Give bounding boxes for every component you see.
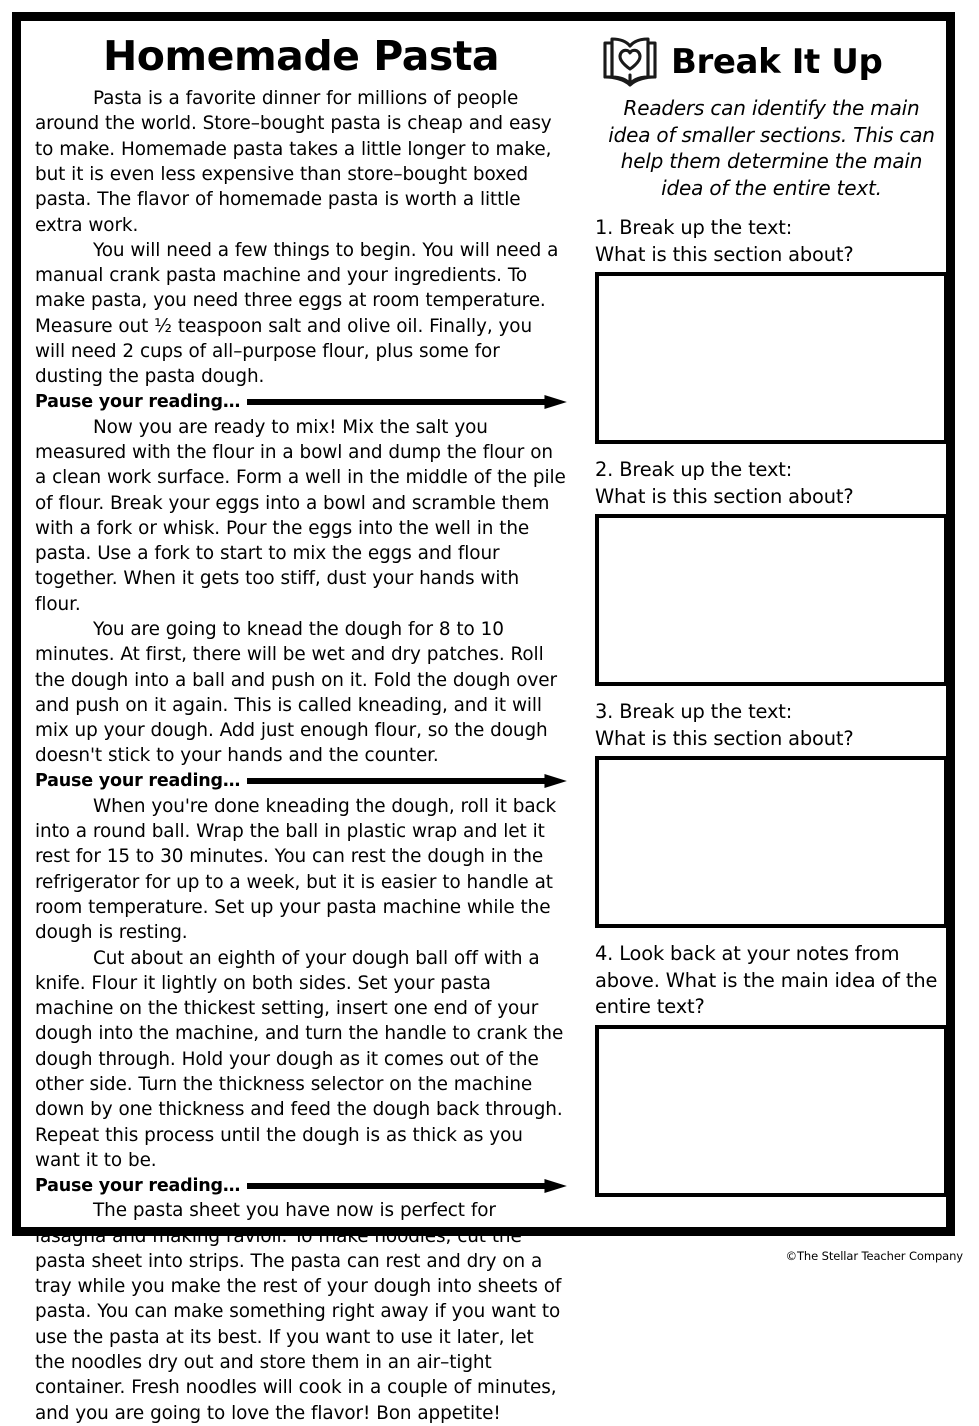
pause-your-reading-marker bbox=[35, 390, 567, 415]
answer-box-1[interactable] bbox=[595, 272, 948, 444]
prompt-label-4 bbox=[595, 941, 948, 1021]
prompt-block-1 bbox=[595, 215, 948, 444]
spacer bbox=[595, 932, 948, 941]
passage-paragraph: When you're done kneading the dough, roll it back into a round ball. Wrap the ball in plastic wrap and let it rest for 15 to 30 minutes. You can rest the dough in the refrigerator for up to a week, but it is easier to handle at room temperature. Set up your pasta machine while the dough is resting. bbox=[35, 795, 557, 944]
activity-instructions: Readers can identify the main idea of smaller sections. This can help them determine the main idea of the entire text. bbox=[608, 96, 935, 200]
prompt-block-4 bbox=[595, 941, 948, 1197]
answer-box-4[interactable] bbox=[595, 1025, 948, 1197]
passage-column bbox=[21, 21, 579, 1424]
answer-box-3[interactable] bbox=[595, 756, 948, 928]
passage-paragraph: Cut about an eighth of your dough ball off with a knife. Flour it lightly on both sides. Set your pasta machine on the thickest setting, insert one end of your dough into the machine, and turn the handle to crank the dough through. Hold your dough as it comes out of the other side. Turn the thickness selector on the machine down by one thickness and feed the dough back through. Repeat this process until the dough is as thick as you want it to be. bbox=[35, 947, 564, 1171]
prompt-line-3b: What is this section about? bbox=[595, 726, 854, 750]
spacer bbox=[595, 690, 948, 699]
page-title: Homemade Pasta bbox=[102, 32, 500, 80]
passage-paragraph: Now you are ready to mix! Mix the salt you measured with the flour in a bowl and dump the flour on a clean work surface. Form a well in the middle of the pile of flour. Break your eggs into a bowl and scramble them with a fork or whisk. Pour the eggs into the well in the pasta. Use a fork to start to mix the eggs and flour together. When it gets too stiff, dust your hands with flour. bbox=[35, 416, 566, 615]
book-heart-icon bbox=[599, 35, 661, 89]
right-arrow-icon bbox=[247, 774, 567, 788]
passage-paragraph: Pasta is a favorite dinner for millions of people around the world. Store–bought pasta is cheap and easy to make. Homemade pasta takes a little longer to make, but it is even less expensive than store–bought boxed pasta. The flavor of homemade pasta is worth a little extra work. bbox=[35, 88, 552, 236]
prompt-line-2b: What is this section about? bbox=[595, 484, 854, 508]
prompt-line-2a: 2. Break up the text: bbox=[595, 458, 793, 481]
prompt-label-3 bbox=[595, 699, 948, 752]
prompt-line-4a: 4. Look back at your notes from above. What is the main idea of bbox=[595, 942, 900, 992]
prompt-label-2 bbox=[595, 457, 948, 510]
passage-paragraph: The pasta sheet you have now is perfect for lasagna and making ravioli. To make noodles, cut the pasta sheet into strips. The pasta can rest and dry on a tray while you make the rest of your dough into sheets of pasta. You can make something right away if you want to use the pasta at its best. If you want to use it later, let the noodles dry out and store them in an air–tight container. Fresh noodles will cook in a couple of minutes, and you are going to love the flavor! Bon appetite! bbox=[35, 1200, 562, 1424]
spacer bbox=[595, 448, 948, 457]
answer-box-2[interactable] bbox=[595, 514, 948, 686]
prompt-line-4b: the entire text? bbox=[595, 968, 938, 1018]
right-arrow-icon bbox=[247, 1179, 567, 1193]
passage-paragraph: You will need a few things to begin. You will need a manual crank pasta machine and your ingredients. To make pasta, you need three eggs at room temperature. Measure out ½ teaspoon salt and olive oil. Finally, you will need 2 cups of all–purpose flour, plus some for dusting the pasta dough. bbox=[35, 239, 559, 388]
right-arrow-icon bbox=[247, 395, 567, 409]
pause-your-reading-marker bbox=[35, 1173, 567, 1198]
passage-paragraph: You are going to knead the dough for 8 to 10 minutes. At first, there will be wet and dry patches. Roll the dough into a ball and push on it. Fold the dough over and push on it again. This is called kneading, and it will mix up your dough. Add just enough flour, so the dough doesn't stick to your hands and the counter. bbox=[35, 618, 557, 767]
prompt-line-3a: 3. Break up the text: bbox=[595, 700, 793, 723]
pause-label: Pause your reading… bbox=[35, 392, 241, 413]
prompt-block-2 bbox=[595, 457, 948, 686]
activity-title: Break It Up bbox=[671, 42, 883, 82]
prompt-label-1 bbox=[595, 215, 948, 268]
pause-your-reading-marker bbox=[35, 769, 567, 794]
prompt-line-1b: What is this section about? bbox=[595, 242, 854, 266]
activity-column bbox=[579, 21, 962, 1227]
pause-label: Pause your reading… bbox=[35, 1175, 241, 1196]
prompt-block-3 bbox=[595, 699, 948, 928]
pause-label: Pause your reading… bbox=[35, 771, 241, 792]
prompt-line-1a: 1. Break up the text: bbox=[595, 216, 793, 239]
copyright-credit: ©The Stellar Teacher Company bbox=[785, 1249, 963, 1263]
activity-header bbox=[599, 35, 948, 89]
